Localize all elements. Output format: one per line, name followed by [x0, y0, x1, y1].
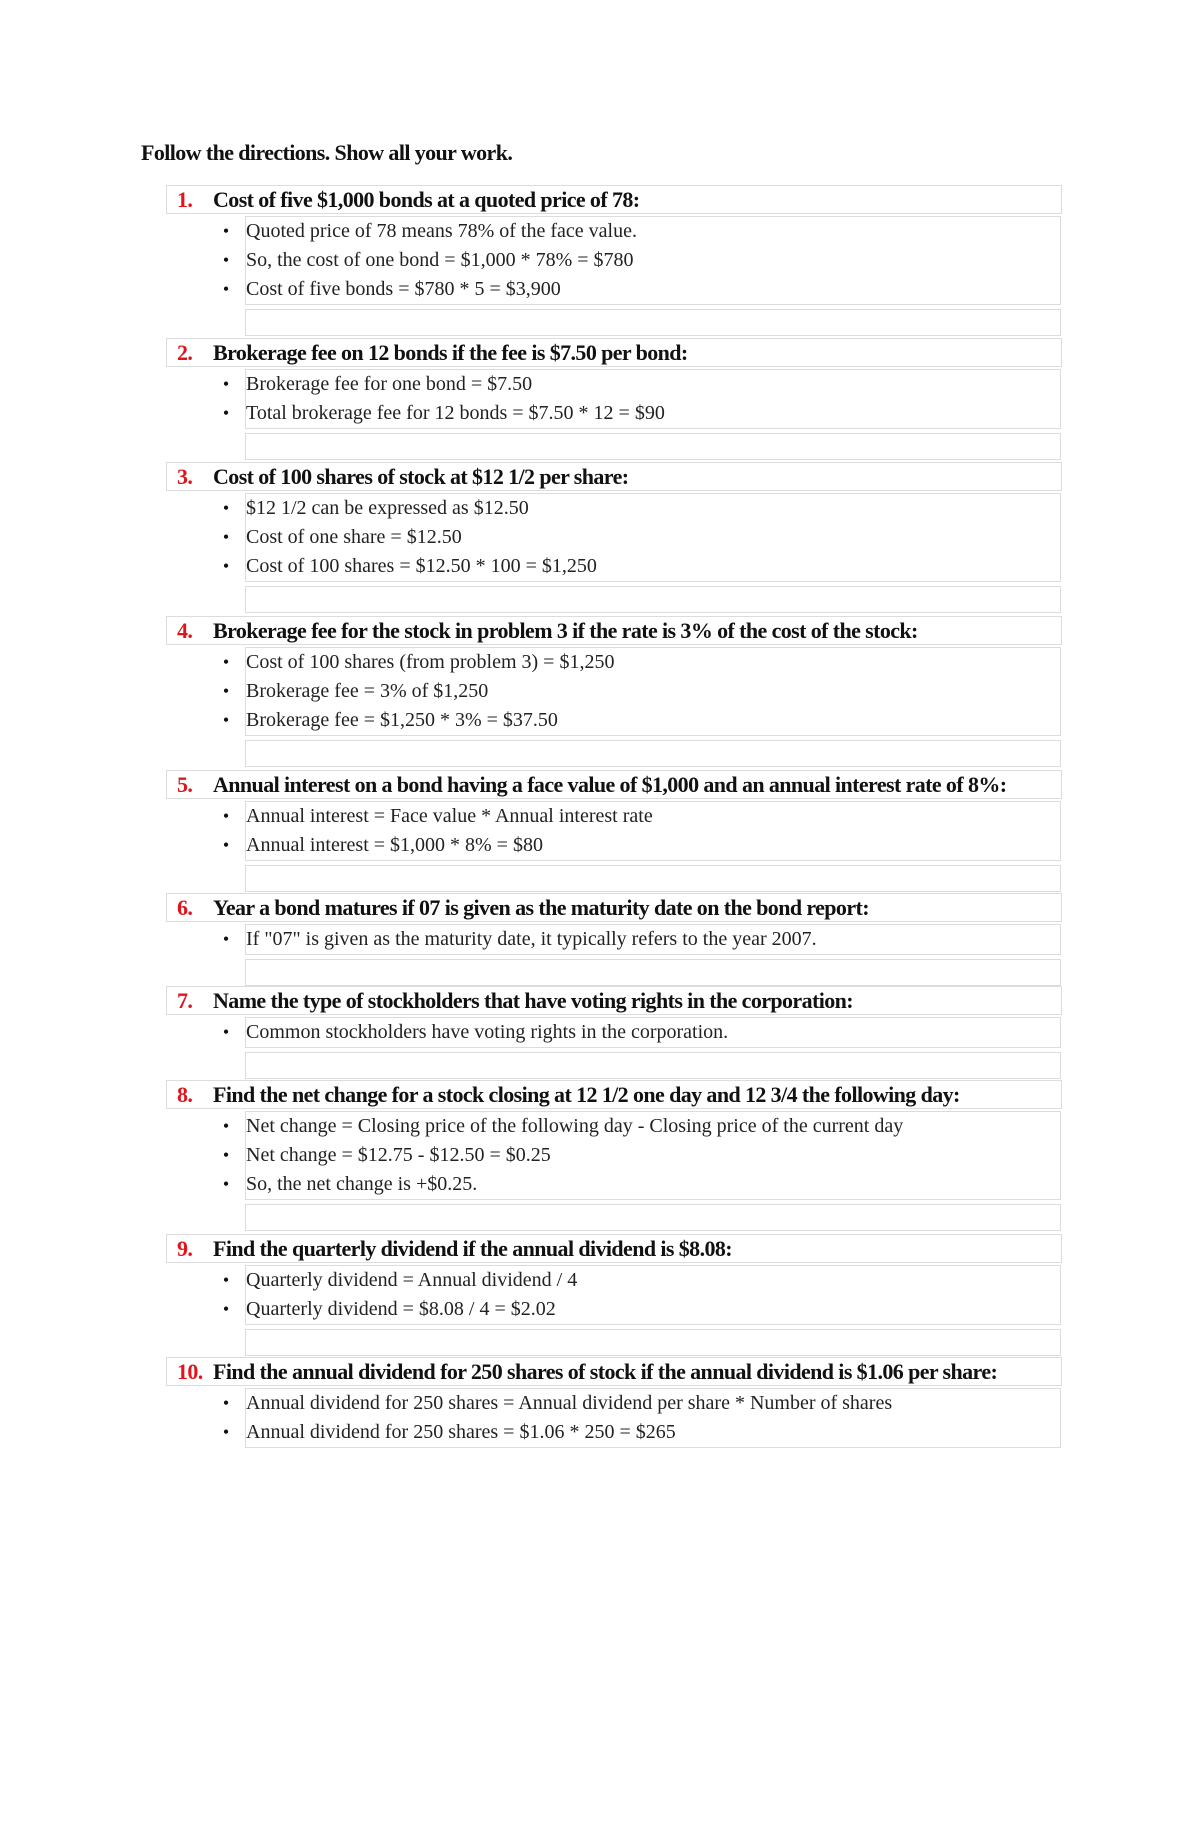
blank-answer-field[interactable] [245, 1052, 1061, 1079]
question-field [166, 185, 1062, 214]
answer-field[interactable] [222, 1017, 1061, 1048]
question-text: Annual interest on a bond having a face value of $1,000 and an annual interest rate of 8%: [213, 771, 1007, 797]
bullet-icon: • [222, 1299, 230, 1319]
answer-line [222, 831, 1060, 860]
answer-text: Cost of one share = $12.50 [246, 526, 462, 548]
question-text: Cost of 100 shares of stock at $12 1/2 per share: [213, 463, 629, 489]
answer-line [222, 706, 1060, 735]
bullet-icon: • [222, 929, 230, 949]
answer-line [222, 217, 1060, 246]
problem-4 [166, 616, 1062, 767]
problem-9 [166, 1234, 1062, 1356]
answer-line [222, 370, 1060, 399]
question-field [166, 462, 1062, 491]
bullet-icon: • [222, 498, 230, 518]
problem-3 [166, 462, 1062, 613]
blank-answer-field[interactable] [245, 1204, 1061, 1231]
answer-line [222, 802, 1060, 831]
bullet-icon: • [222, 835, 230, 855]
problem-1 [166, 185, 1062, 336]
answer-field[interactable] [222, 924, 1061, 955]
question-field [166, 986, 1062, 1015]
blank-answer-field[interactable] [245, 865, 1061, 892]
question-text: Brokerage fee for the stock in problem 3 if the rate is 3% of the cost of the stock: [213, 617, 918, 643]
answer-text: Net change = Closing price of the following day - Closing price of the current day [246, 1115, 904, 1137]
question-field [166, 1234, 1062, 1263]
problem-5 [166, 770, 1062, 892]
bullet-icon: • [222, 710, 230, 730]
answer-line [222, 925, 1060, 954]
question-text: Find the quarterly dividend if the annual dividend is $8.08: [213, 1235, 732, 1261]
answer-text: If "07" is given as the maturity date, it typically refers to the year 2007. [246, 928, 817, 950]
question-number: 5. [177, 771, 193, 797]
answer-text: Brokerage fee for one bond = $7.50 [246, 373, 533, 395]
bullet-icon: • [222, 806, 230, 826]
answer-text: Annual interest = $1,000 * 8% = $80 [246, 834, 543, 856]
problem-2 [166, 338, 1062, 460]
blank-answer-field[interactable] [245, 740, 1061, 767]
answer-field[interactable] [222, 647, 1061, 736]
answer-text: Brokerage fee = 3% of $1,250 [246, 680, 489, 702]
blank-answer-field[interactable] [245, 309, 1061, 336]
answer-line [222, 1112, 1060, 1141]
problem-6 [166, 893, 1062, 986]
answer-field[interactable] [222, 801, 1061, 861]
answer-field[interactable] [222, 1265, 1061, 1325]
problem-10 [166, 1357, 1062, 1448]
question-field [166, 1357, 1062, 1386]
question-number: 10. [177, 1358, 203, 1384]
question-field [166, 616, 1062, 645]
question-field [166, 1080, 1062, 1109]
question-text: Find the net change for a stock closing at 12 1/2 one day and 12 3/4 the following day: [213, 1081, 960, 1107]
answer-line [222, 677, 1060, 706]
answer-text: Cost of 100 shares = $12.50 * 100 = $1,250 [246, 555, 597, 577]
blank-answer-field[interactable] [245, 959, 1061, 986]
blank-answer-field[interactable] [245, 1329, 1061, 1356]
answer-line [222, 1418, 1060, 1447]
question-text: Year a bond matures if 07 is given as the maturity date on the bond report: [213, 894, 869, 920]
answer-line [222, 1018, 1060, 1047]
answer-field[interactable] [222, 1111, 1061, 1200]
answer-line [222, 1141, 1060, 1170]
bullet-icon: • [222, 556, 230, 576]
bullet-icon: • [222, 1145, 230, 1165]
question-field [166, 338, 1062, 367]
bullet-icon: • [222, 1393, 230, 1413]
answer-text: Total brokerage fee for 12 bonds = $7.50 * 12 = $90 [246, 402, 665, 424]
answer-field[interactable] [222, 1388, 1061, 1448]
bullet-icon: • [222, 1270, 230, 1290]
bullet-icon: • [222, 1422, 230, 1442]
question-field [166, 893, 1062, 922]
directions-heading: Follow the directions. Show all your work. [141, 140, 513, 165]
answer-line [222, 648, 1060, 677]
bullet-icon: • [222, 652, 230, 672]
answer-line [222, 1266, 1060, 1295]
answer-text: So, the cost of one bond = $1,000 * 78% = $780 [246, 249, 634, 271]
answer-line [222, 523, 1060, 552]
answer-line [222, 1170, 1060, 1199]
answer-line [222, 246, 1060, 275]
answer-text: Annual dividend for 250 shares = $1.06 * 250 = $265 [246, 1421, 676, 1443]
answer-field[interactable] [222, 216, 1061, 305]
bullet-icon: • [222, 1174, 230, 1194]
question-number: 2. [177, 339, 193, 365]
bullet-icon: • [222, 250, 230, 270]
bullet-icon: • [222, 374, 230, 394]
bullet-icon: • [222, 221, 230, 241]
question-text: Name the type of stockholders that have voting rights in the corporation: [213, 987, 853, 1013]
answer-text: Quoted price of 78 means 78% of the face value. [246, 220, 637, 242]
answer-text: Brokerage fee = $1,250 * 3% = $37.50 [246, 709, 558, 731]
problem-8 [166, 1080, 1062, 1231]
answer-text: $12 1/2 can be expressed as $12.50 [246, 497, 529, 519]
bullet-icon: • [222, 527, 230, 547]
answer-text: Common stockholders have voting rights in the corporation. [246, 1021, 729, 1043]
answer-text: Net change = $12.75 - $12.50 = $0.25 [246, 1144, 551, 1166]
bullet-icon: • [222, 681, 230, 701]
answer-line [222, 275, 1060, 304]
question-number: 1. [177, 186, 193, 212]
question-text: Cost of five $1,000 bonds at a quoted price of 78: [213, 186, 640, 212]
question-text: Find the annual dividend for 250 shares of stock if the annual dividend is $1.06 per share: [213, 1358, 998, 1384]
answer-line [222, 399, 1060, 428]
answer-line [222, 1295, 1060, 1324]
question-number: 6. [177, 894, 193, 920]
bullet-icon: • [222, 1116, 230, 1136]
answer-line [222, 1389, 1060, 1418]
answer-line [222, 494, 1060, 523]
answer-text: Cost of five bonds = $780 * 5 = $3,900 [246, 278, 561, 300]
bullet-icon: • [222, 403, 230, 423]
answer-field[interactable] [222, 493, 1061, 582]
answer-text: Annual interest = Face value * Annual interest rate [246, 805, 653, 827]
question-text: Brokerage fee on 12 bonds if the fee is $7.50 per bond: [213, 339, 688, 365]
answer-text: So, the net change is +$0.25. [246, 1173, 478, 1195]
question-number: 3. [177, 463, 193, 489]
answer-text: Quarterly dividend = Annual dividend / 4 [246, 1269, 578, 1291]
bullet-icon: • [222, 279, 230, 299]
bullet-icon: • [222, 1022, 230, 1042]
answer-line [222, 552, 1060, 581]
question-number: 8. [177, 1081, 193, 1107]
answer-text: Quarterly dividend = $8.08 / 4 = $2.02 [246, 1298, 556, 1320]
answer-text: Annual dividend for 250 shares = Annual dividend per share * Number of shares [246, 1392, 893, 1414]
problem-7 [166, 986, 1062, 1079]
blank-answer-field[interactable] [245, 586, 1061, 613]
answer-text: Cost of 100 shares (from problem 3) = $1,250 [246, 651, 615, 673]
question-number: 7. [177, 987, 193, 1013]
question-number: 4. [177, 617, 193, 643]
question-number: 9. [177, 1235, 193, 1261]
question-field [166, 770, 1062, 799]
blank-answer-field[interactable] [245, 433, 1061, 460]
answer-field[interactable] [222, 369, 1061, 429]
